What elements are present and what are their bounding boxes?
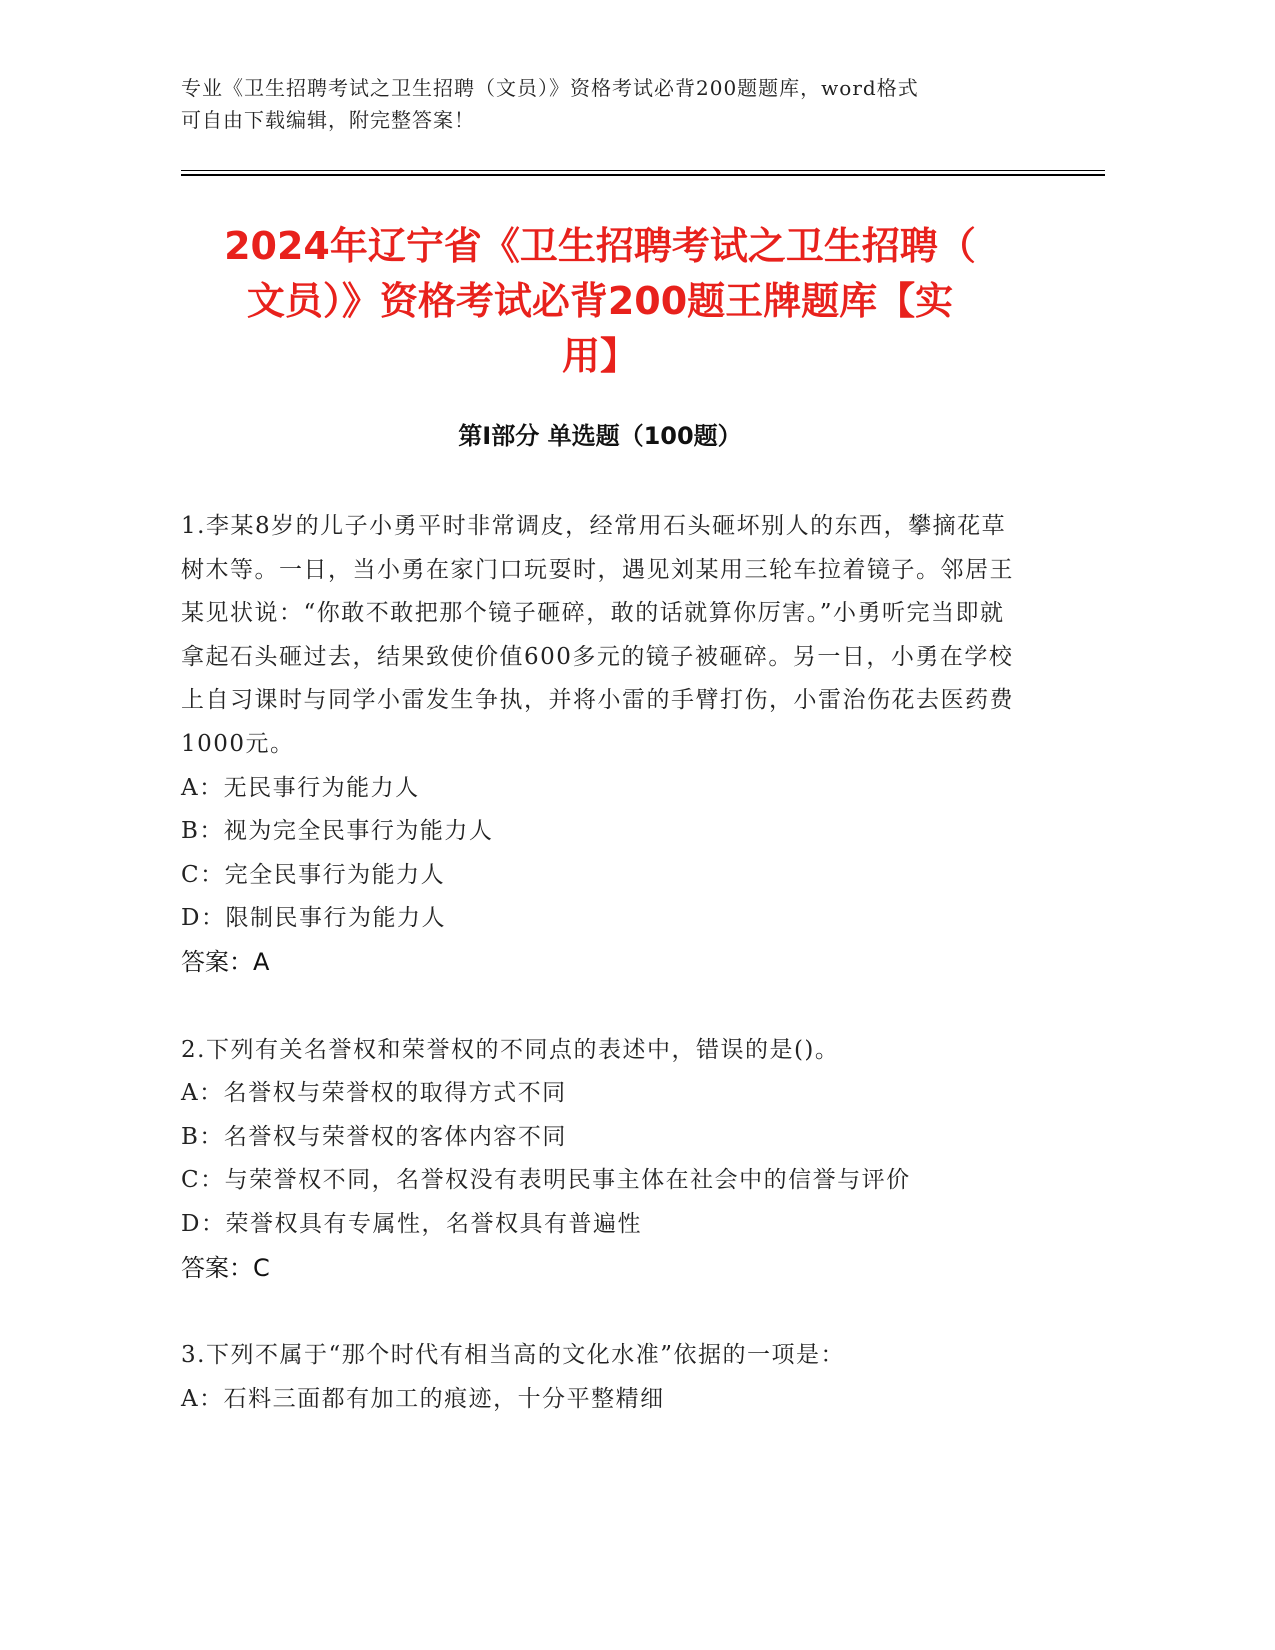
option-a: A：石料三面都有加工的痕迹，十分平整精细 [181,1385,665,1412]
option-c: C：完全民事行为能力人 [181,861,446,888]
header-note [181,72,1031,136]
question-stem: 3.下列不属于“那个时代有相当高的文化水准”依据的一项是： [181,1342,845,1369]
question-2 [181,1029,1021,1291]
option-a: A：无民事行为能力人 [181,774,420,801]
option-b: B：视为完全民事行为能力人 [181,818,494,845]
answer: 答案：C [181,1253,270,1282]
document-title-line-2: 文员）》资格考试必背200题王牌题库【实 [246,279,954,323]
option-d: D：荣誉权具有专属性，名誉权具有普遍性 [181,1210,642,1237]
header-rule-bottom [181,174,1105,176]
section-heading: 第I部分 单选题（100题） [458,422,742,450]
answer: 答案：A [181,947,270,976]
question-stem: 1.李某8岁的儿子小勇平时非常调皮，经常用石头砸坏别人的东西，攀摘花草树木等。一日，当小勇在家门口玩耍时，遇见刘某用三轮车拉着镜子。邻居王某见状说：“你敢不敢把那个镜子砸碎，敢的话就算你厉害。”小勇听完当即就拿起石头砸过去，结果致使价值600多元的镜子被砸碎。另一日，小勇在学校上自习课时与同学小雷发生争执，并将小雷的手臂打伤，小雷治伤花去医药费1000元。 [181,513,1014,757]
document-title [170,219,1030,384]
option-c: C：与荣誉权不同，名誉权没有表明民事主体在社会中的信誉与评价 [181,1167,911,1194]
question-list [181,505,1021,1465]
header-note-line-1: 专业《卫生招聘考试之卫生招聘（文员）》资格考试必背200题题库，word格式 [181,76,919,100]
option-d: D：限制民事行为能力人 [181,905,446,932]
question-1 [181,505,1021,985]
header-note-line-2: 可自由下载编辑，附完整答案！ [181,108,475,132]
header-rule-top [181,170,1105,171]
option-b: B：名誉权与荣誉权的客体内容不同 [181,1123,567,1150]
document-title-line-1: 2024年辽宁省《卫生招聘考试之卫生招聘（ [224,224,976,268]
document-title-line-3: 用】 [561,334,638,378]
option-a: A：名誉权与荣誉权的取得方式不同 [181,1080,567,1107]
question-stem: 2.下列有关名誉权和荣誉权的不同点的表述中，错误的是()。 [181,1036,840,1063]
question-3 [181,1334,1021,1421]
